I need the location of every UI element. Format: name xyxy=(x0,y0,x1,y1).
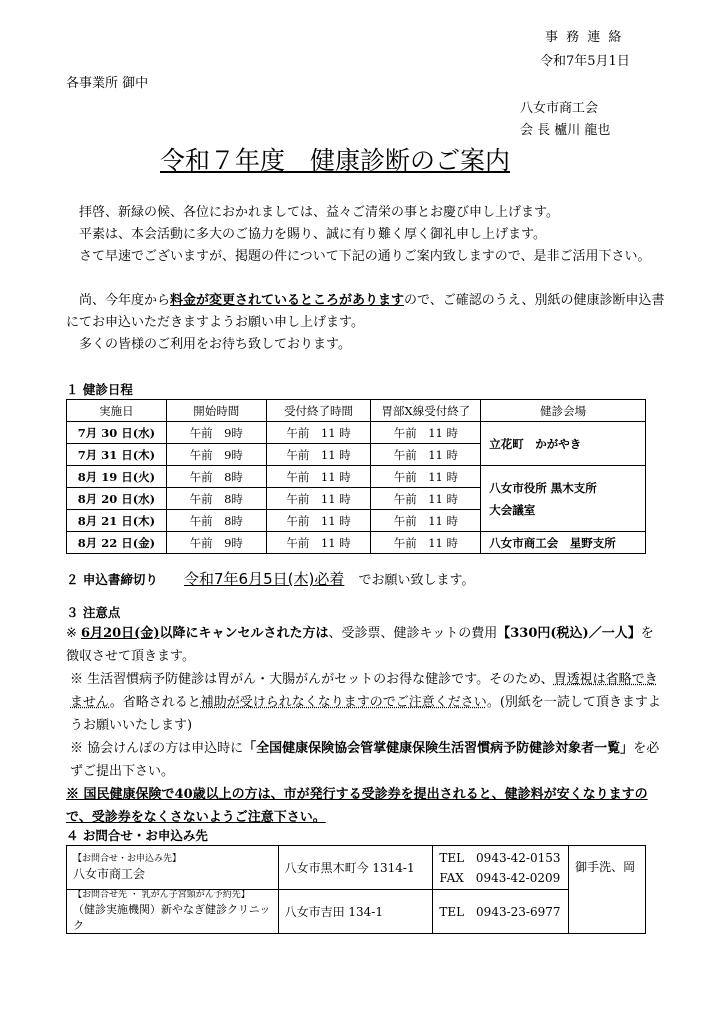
note-national-insurance: ※ 国民健康保険で40歳以上の方は、市が発行する受診券を提出されると、健診料が安くなりますので、受診券をなくさないようご注意下さい。 xyxy=(66,787,648,825)
contact-address: 八女市黒木町今 1314-1 xyxy=(278,846,433,890)
row-xray: 午前 11 時 xyxy=(371,488,481,510)
row-date: 8月 22 日(金) xyxy=(67,532,167,554)
row-date: 7月 31 日(木) xyxy=(67,444,167,466)
venue-kurogi: 八女市役所 黒木支所 大会議室 xyxy=(481,466,646,532)
body-line-4: 尚、今年度から料金が変更されているところがありますので、ご確認のうえ、別紙の健康診断申込書にてお申込いただきますようお願い申し上げます。 xyxy=(66,293,665,330)
row-date: 8月 19 日(火) xyxy=(67,466,167,488)
note-cancel: ※ 6月20日(金)以降にキャンセルされた方は、受診票、健診キットの費用【330円(税込)／一人】を徴収させて頂きます。 xyxy=(66,626,654,664)
row-xray: 午前 11 時 xyxy=(371,422,481,444)
table-row xyxy=(67,422,646,444)
row-end: 午前 11 時 xyxy=(266,444,371,466)
doc-type: 事 務 連 絡 xyxy=(545,30,624,45)
section-contact-heading: ４ お問合せ・お申込み先 xyxy=(66,828,208,843)
row-end: 午前 11 時 xyxy=(266,466,371,488)
doc-date: 令和7年5月1日 xyxy=(540,54,630,69)
contact-persons: 御手洗、岡 xyxy=(569,846,646,934)
col-date: 実施日 xyxy=(67,400,167,422)
required-list: 「全国健康保険協会管掌健康保険生活習慣病予防健診対象者一覧」 xyxy=(243,741,634,756)
sender-title: 会 長 櫨川 龍也 xyxy=(520,123,611,138)
clinic-org: 【お問合せ先 ・ 乳がん子宮頸がん予約先】 （健診実施機関）新やなぎ健診クリニック xyxy=(67,890,279,934)
row-xray: 午前 11 時 xyxy=(371,466,481,488)
col-reception-end: 受付終了時間 xyxy=(266,400,371,422)
row-start: 午前 8時 xyxy=(166,466,266,488)
row-end: 午前 11 時 xyxy=(266,532,371,554)
venue-hoshino: 八女市商工会 星野支所 xyxy=(481,532,646,554)
row-xray: 午前 11 時 xyxy=(371,444,481,466)
deadline-date: 令和7年6月5日(木)必着 xyxy=(184,570,345,588)
row-start: 午前 8時 xyxy=(166,510,266,532)
row-start: 午前 8時 xyxy=(166,488,266,510)
row-end: 午前 11 時 xyxy=(266,488,371,510)
addressee: 各事業所 御中 xyxy=(66,76,149,91)
body-line-1: 拝啓、新緑の候、各位におかれましては、益々ご清栄の事とお慶び申し上げます。 xyxy=(79,205,559,220)
row-end: 午前 11 時 xyxy=(266,510,371,532)
clinic-phone: TEL 0943-23-6977 xyxy=(433,890,569,934)
row-xray: 午前 11 時 xyxy=(371,510,481,532)
venue-tachibana: 立花町 かがやき xyxy=(481,422,646,466)
row-date: 7月 30 日(水) xyxy=(67,422,167,444)
table-row xyxy=(67,846,646,890)
row-start: 午前 9時 xyxy=(166,422,266,444)
table-row xyxy=(67,466,646,488)
schedule-header-row xyxy=(67,400,646,422)
body-line-2: 平素は、本会活動に多大のご協力を賜り、誠に有り難く厚く御礼申し上げます。 xyxy=(79,227,546,242)
row-start: 午前 9時 xyxy=(166,532,266,554)
cancel-fee: 【330円(税込)／一人】 xyxy=(497,626,641,641)
contact-table xyxy=(66,845,646,934)
schedule-table xyxy=(66,399,646,554)
section-notes-heading: ３ 注意点 xyxy=(66,605,121,620)
deadline-suffix: でお願い致します。 xyxy=(358,573,475,588)
row-date: 8月 21 日(木) xyxy=(67,510,167,532)
body-line-5: 多くの皆様のご利用をお待ち致しております。 xyxy=(79,337,351,352)
table-row xyxy=(67,532,646,554)
clinic-address: 八女市吉田 134-1 xyxy=(278,890,433,934)
table-row xyxy=(67,890,646,934)
col-venue: 健診会場 xyxy=(481,400,646,422)
row-xray: 午前 11 時 xyxy=(371,532,481,554)
contact-org: 【お問合せ・お申込み先】 八女市商工会 xyxy=(67,846,279,890)
page-title: 令和７年度 健康診断のご案内 xyxy=(160,146,511,175)
row-start: 午前 9時 xyxy=(166,444,266,466)
contact-phone: TEL 0943-42-0153 FAX 0943-42-0209 xyxy=(433,846,569,890)
section-deadline xyxy=(66,568,474,589)
col-start: 開始時間 xyxy=(166,400,266,422)
body-line-3: さて早速でございますが、掲題の件について下記の通りご案内致しますので、是非ご活用下さい。 xyxy=(79,249,651,264)
row-date: 8月 20 日(水) xyxy=(67,488,167,510)
note-screening: ※ 生活習慣病予防健診は胃がん・大腸がんがセットのお得な健診です。そのため、胃透視は省略できません。省略されると補助が受けられなくなりますのでご注意ください。(別紙を一読して頂きますようお願いいたします) xyxy=(70,672,661,733)
section-deadline-heading: ２ 申込書締切り xyxy=(66,572,158,587)
note-kyokai: ※ 協会けんぽの方は申込時に「全国健康保険協会管掌健康保険生活習慣病予防健診対象者一覧」を必ずご提出下さい。 xyxy=(70,741,660,779)
sender-org: 八女市商工会 xyxy=(520,101,599,116)
col-xray-end: 胃部X線受付終了 xyxy=(371,400,481,422)
fee-change-notice: 料金が変更されているところがあります xyxy=(170,293,405,308)
row-end: 午前 11 時 xyxy=(266,422,371,444)
section-schedule-heading: １ 健診日程 xyxy=(66,382,133,397)
cancel-date: 6月20日(金) xyxy=(81,626,160,641)
